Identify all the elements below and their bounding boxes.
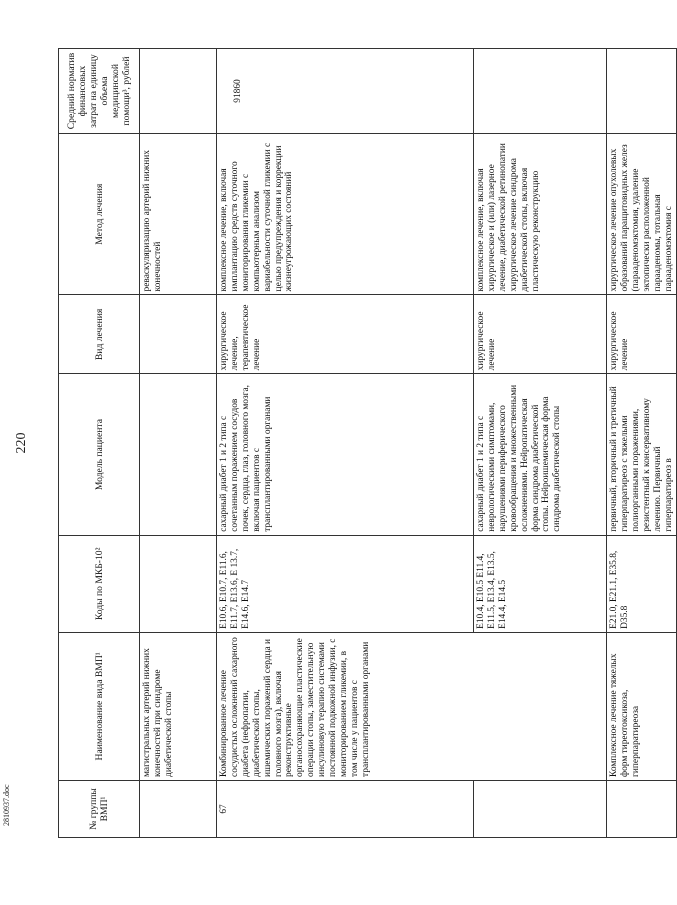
cell-patient-model: сахарный диабет 1 и 2 типа с неврологическими симптомами, нарушениями периферического кровообращения и множественными осложнениями. Нейропатическая форма синдрома диабетической стопы. Нейроишемическая форма синдрома диабетической стопы bbox=[474, 374, 607, 535]
cell-avg-cost bbox=[140, 49, 217, 134]
header-vmp-name: Наименование вида ВМП¹ bbox=[59, 632, 140, 780]
cell-treatment-method: комплексное лечение, включая хирургическое и (или) лазерное лечение, диабетической ретинопатии хирургическое лечение синдрома диабетической стопы, включая пластическую реконструкцию bbox=[474, 134, 607, 295]
cell-avg-cost bbox=[474, 49, 607, 134]
cell-treatment-type bbox=[140, 295, 217, 374]
header-avg-cost: Средний норматив финансовых затрат на единицу объема медицинской помощи³, рублей bbox=[59, 49, 140, 134]
cell-avg-cost bbox=[607, 49, 677, 134]
cell-treatment-type: хирургическое лечение bbox=[474, 295, 607, 374]
footer-doc-id: 2810937.doc bbox=[2, 784, 11, 826]
cell-treatment-method: комплексное лечение, включая имплантацию средств суточного мониторирования гликемии с компьютерным анализом вариабельности суточной гликемии с целью предупреждения и коррекции жизнеугрожающих состояний bbox=[217, 134, 474, 295]
cell-icd-codes: E21.0, E21.1, E35.8, D35.8 bbox=[607, 535, 677, 632]
cell-patient-model: первичный, вторичный и третичный гиперпаратиреоз с тяжелыми полиорганными поражениями, резистентный к консервативному лечению. Первичный гиперпаратиреоз в bbox=[607, 374, 677, 535]
header-group-no: № группы ВМП¹ bbox=[59, 780, 140, 837]
vmp-table bbox=[58, 48, 677, 838]
cell-treatment-method: реваскуляризацию артерий нижних конечностей bbox=[140, 134, 217, 295]
cell-icd-codes: E10.6, E10.7, E11.6, E11.7, E13.6, E 13.7, E14.6, E14.7 bbox=[217, 535, 474, 632]
table-row bbox=[607, 49, 677, 838]
table-header bbox=[59, 49, 140, 838]
page-number: 220 bbox=[14, 432, 29, 454]
cell-group-no bbox=[140, 780, 217, 837]
cell-icd-codes bbox=[140, 535, 217, 632]
header-patient-model: Модель пациента bbox=[59, 374, 140, 535]
cell-patient-model bbox=[140, 374, 217, 535]
cell-group-no bbox=[607, 780, 677, 837]
table-row bbox=[140, 49, 217, 838]
cell-vmp-name: магистральных артерий нижних конечностей при синдроме диабетической стопы bbox=[140, 632, 217, 780]
cell-treatment-method: хирургическое лечение опухолевых образований паращитовидных желез (парааденомэктомия, удаление эктопически расположенной парааденомы, тотальная парааденомэктомия с bbox=[607, 134, 677, 295]
header-treatment-type: Вид лечения bbox=[59, 295, 140, 374]
header-treatment-method: Метод лечения bbox=[59, 134, 140, 295]
cell-group-no: 67 bbox=[217, 780, 474, 837]
cell-treatment-type: хирургическое лечение, терапевтическое лечение bbox=[217, 295, 474, 374]
cell-patient-model: сахарный диабет 1 и 2 типа с сочетанным поражением сосудов почек, сердца, глаз, головного мозга, включая пациентов с трансплантированными органами bbox=[217, 374, 474, 535]
cell-group-no bbox=[474, 780, 607, 837]
cell-vmp-name: Комбинированное лечение сосудистых осложнений сахарного диабета (нефропатии, диабетической стопы, ишемических поражений сердца и головного мозга), включая реконструктивные органосохраняющие пластические операции стопы, заместительную инсулиновую терапию системами постоянной подкожной инфузии, с мониторированием гликемии, в том числе у пациентов с трансплантированными органами bbox=[217, 632, 607, 780]
cell-vmp-name: Комплексное лечение тяжелых форм тиреотоксикоза, гиперпаратиреоза bbox=[607, 632, 677, 780]
table-row bbox=[217, 49, 474, 838]
cell-treatment-type: хирургическое лечение bbox=[607, 295, 677, 374]
cell-avg-cost: 91860 bbox=[217, 49, 474, 134]
header-icd-codes: Коды по МКБ-10² bbox=[59, 535, 140, 632]
cell-icd-codes: E10.4, E10.5 E11.4, E11.5, E13.4, E13.5, E14.4, E14.5 bbox=[474, 535, 607, 632]
rotated-page bbox=[14, 48, 674, 838]
